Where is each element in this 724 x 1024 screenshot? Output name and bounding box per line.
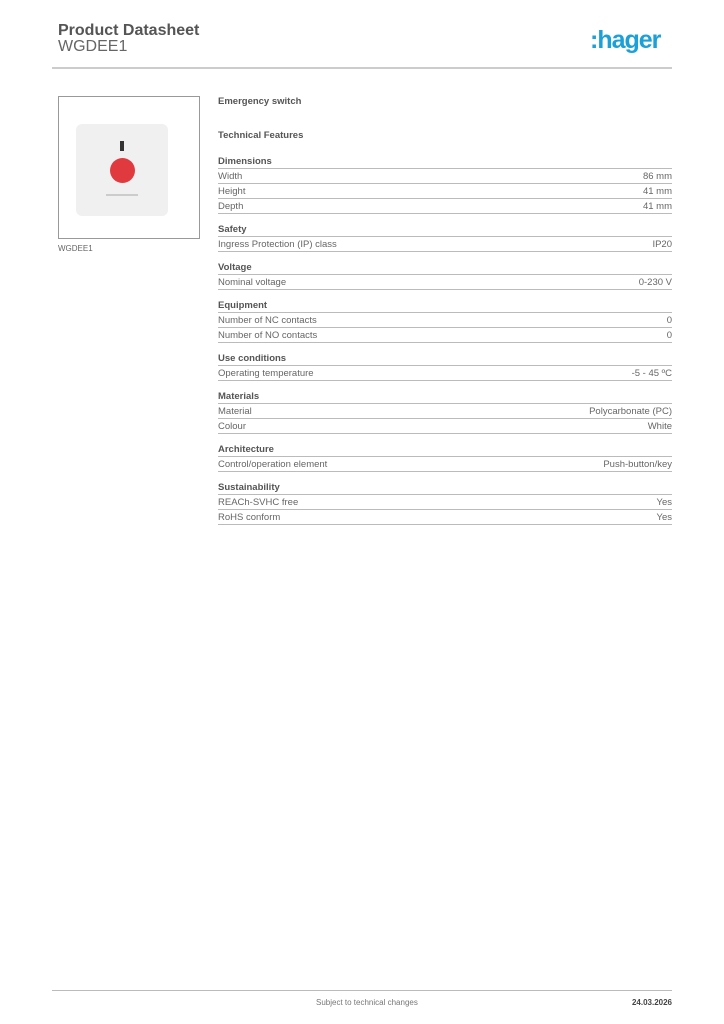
spec-value: White [647, 421, 672, 432]
spec-row [218, 275, 672, 290]
section-title: Architecture [218, 443, 672, 457]
section-title: Dimensions [218, 155, 672, 169]
spec-label: Control/operation element [218, 459, 328, 470]
spec-section [218, 390, 672, 434]
spec-label: Operating temperature [218, 368, 314, 379]
section-title: Use conditions [218, 352, 672, 366]
spec-value: IP20 [652, 239, 672, 250]
section-title: Materials [218, 390, 672, 404]
spec-section [218, 443, 672, 472]
footer-divider [52, 990, 672, 991]
spec-label: Material [218, 406, 252, 417]
spec-label: Colour [218, 421, 246, 432]
spec-value: 41 mm [642, 201, 672, 212]
spec-value: 0 [666, 330, 672, 341]
spec-value: Polycarbonate (PC) [589, 406, 672, 417]
section-title: Voltage [218, 261, 672, 275]
specs [218, 95, 672, 534]
spec-value: Push-button/key [603, 459, 672, 470]
spec-row [218, 419, 672, 434]
section-title: Sustainability [218, 481, 672, 495]
arrow-icon [120, 141, 124, 151]
plate-label [106, 194, 138, 196]
product-image [58, 96, 200, 239]
spec-value: 41 mm [642, 186, 672, 197]
spec-row [218, 328, 672, 343]
product-type: Emergency switch [218, 96, 302, 107]
features-title: Technical Features [218, 130, 304, 141]
spec-row [218, 237, 672, 252]
spec-label: Depth [218, 201, 244, 212]
spec-label: Number of NO contacts [218, 330, 318, 341]
spec-section [218, 155, 672, 214]
spec-row [218, 510, 672, 525]
spec-value: Yes [656, 497, 672, 508]
page-title: Product Datasheet [58, 22, 200, 39]
spec-label: REACh-SVHC free [218, 497, 299, 508]
spec-row [218, 169, 672, 184]
spec-row [218, 366, 672, 381]
section-title: Equipment [218, 299, 672, 313]
switch-plate [76, 124, 168, 216]
spec-row [218, 199, 672, 214]
spec-label: Nominal voltage [218, 277, 287, 288]
spec-row [218, 495, 672, 510]
spec-row [218, 313, 672, 328]
spec-value: Yes [656, 512, 672, 523]
spec-row [218, 184, 672, 199]
spec-label: Height [218, 186, 246, 197]
product-code: WGDEE1 [58, 38, 128, 55]
spec-section [218, 261, 672, 290]
spec-section [218, 223, 672, 252]
spec-row [218, 404, 672, 419]
section-title: Safety [218, 223, 672, 237]
image-caption: WGDEE1 [58, 244, 93, 253]
spec-value: 86 mm [642, 171, 672, 182]
spec-section [218, 352, 672, 381]
header-divider [52, 67, 672, 69]
spec-value: 0 [666, 315, 672, 326]
spec-label: Ingress Protection (IP) class [218, 239, 337, 250]
spec-label: Number of NC contacts [218, 315, 317, 326]
spec-value: 0-230 V [638, 277, 672, 288]
spec-label: RoHS conform [218, 512, 281, 523]
red-button [110, 158, 135, 183]
spec-label: Width [218, 171, 243, 182]
spec-section [218, 481, 672, 525]
spec-section [218, 299, 672, 343]
spec-row [218, 457, 672, 472]
footer-note: Subject to technical changes [316, 998, 418, 1007]
hager-logo: :hager [590, 26, 661, 54]
footer-date: 24.03.2026 [631, 998, 672, 1007]
spec-value: -5 - 45 ºC [631, 368, 672, 379]
